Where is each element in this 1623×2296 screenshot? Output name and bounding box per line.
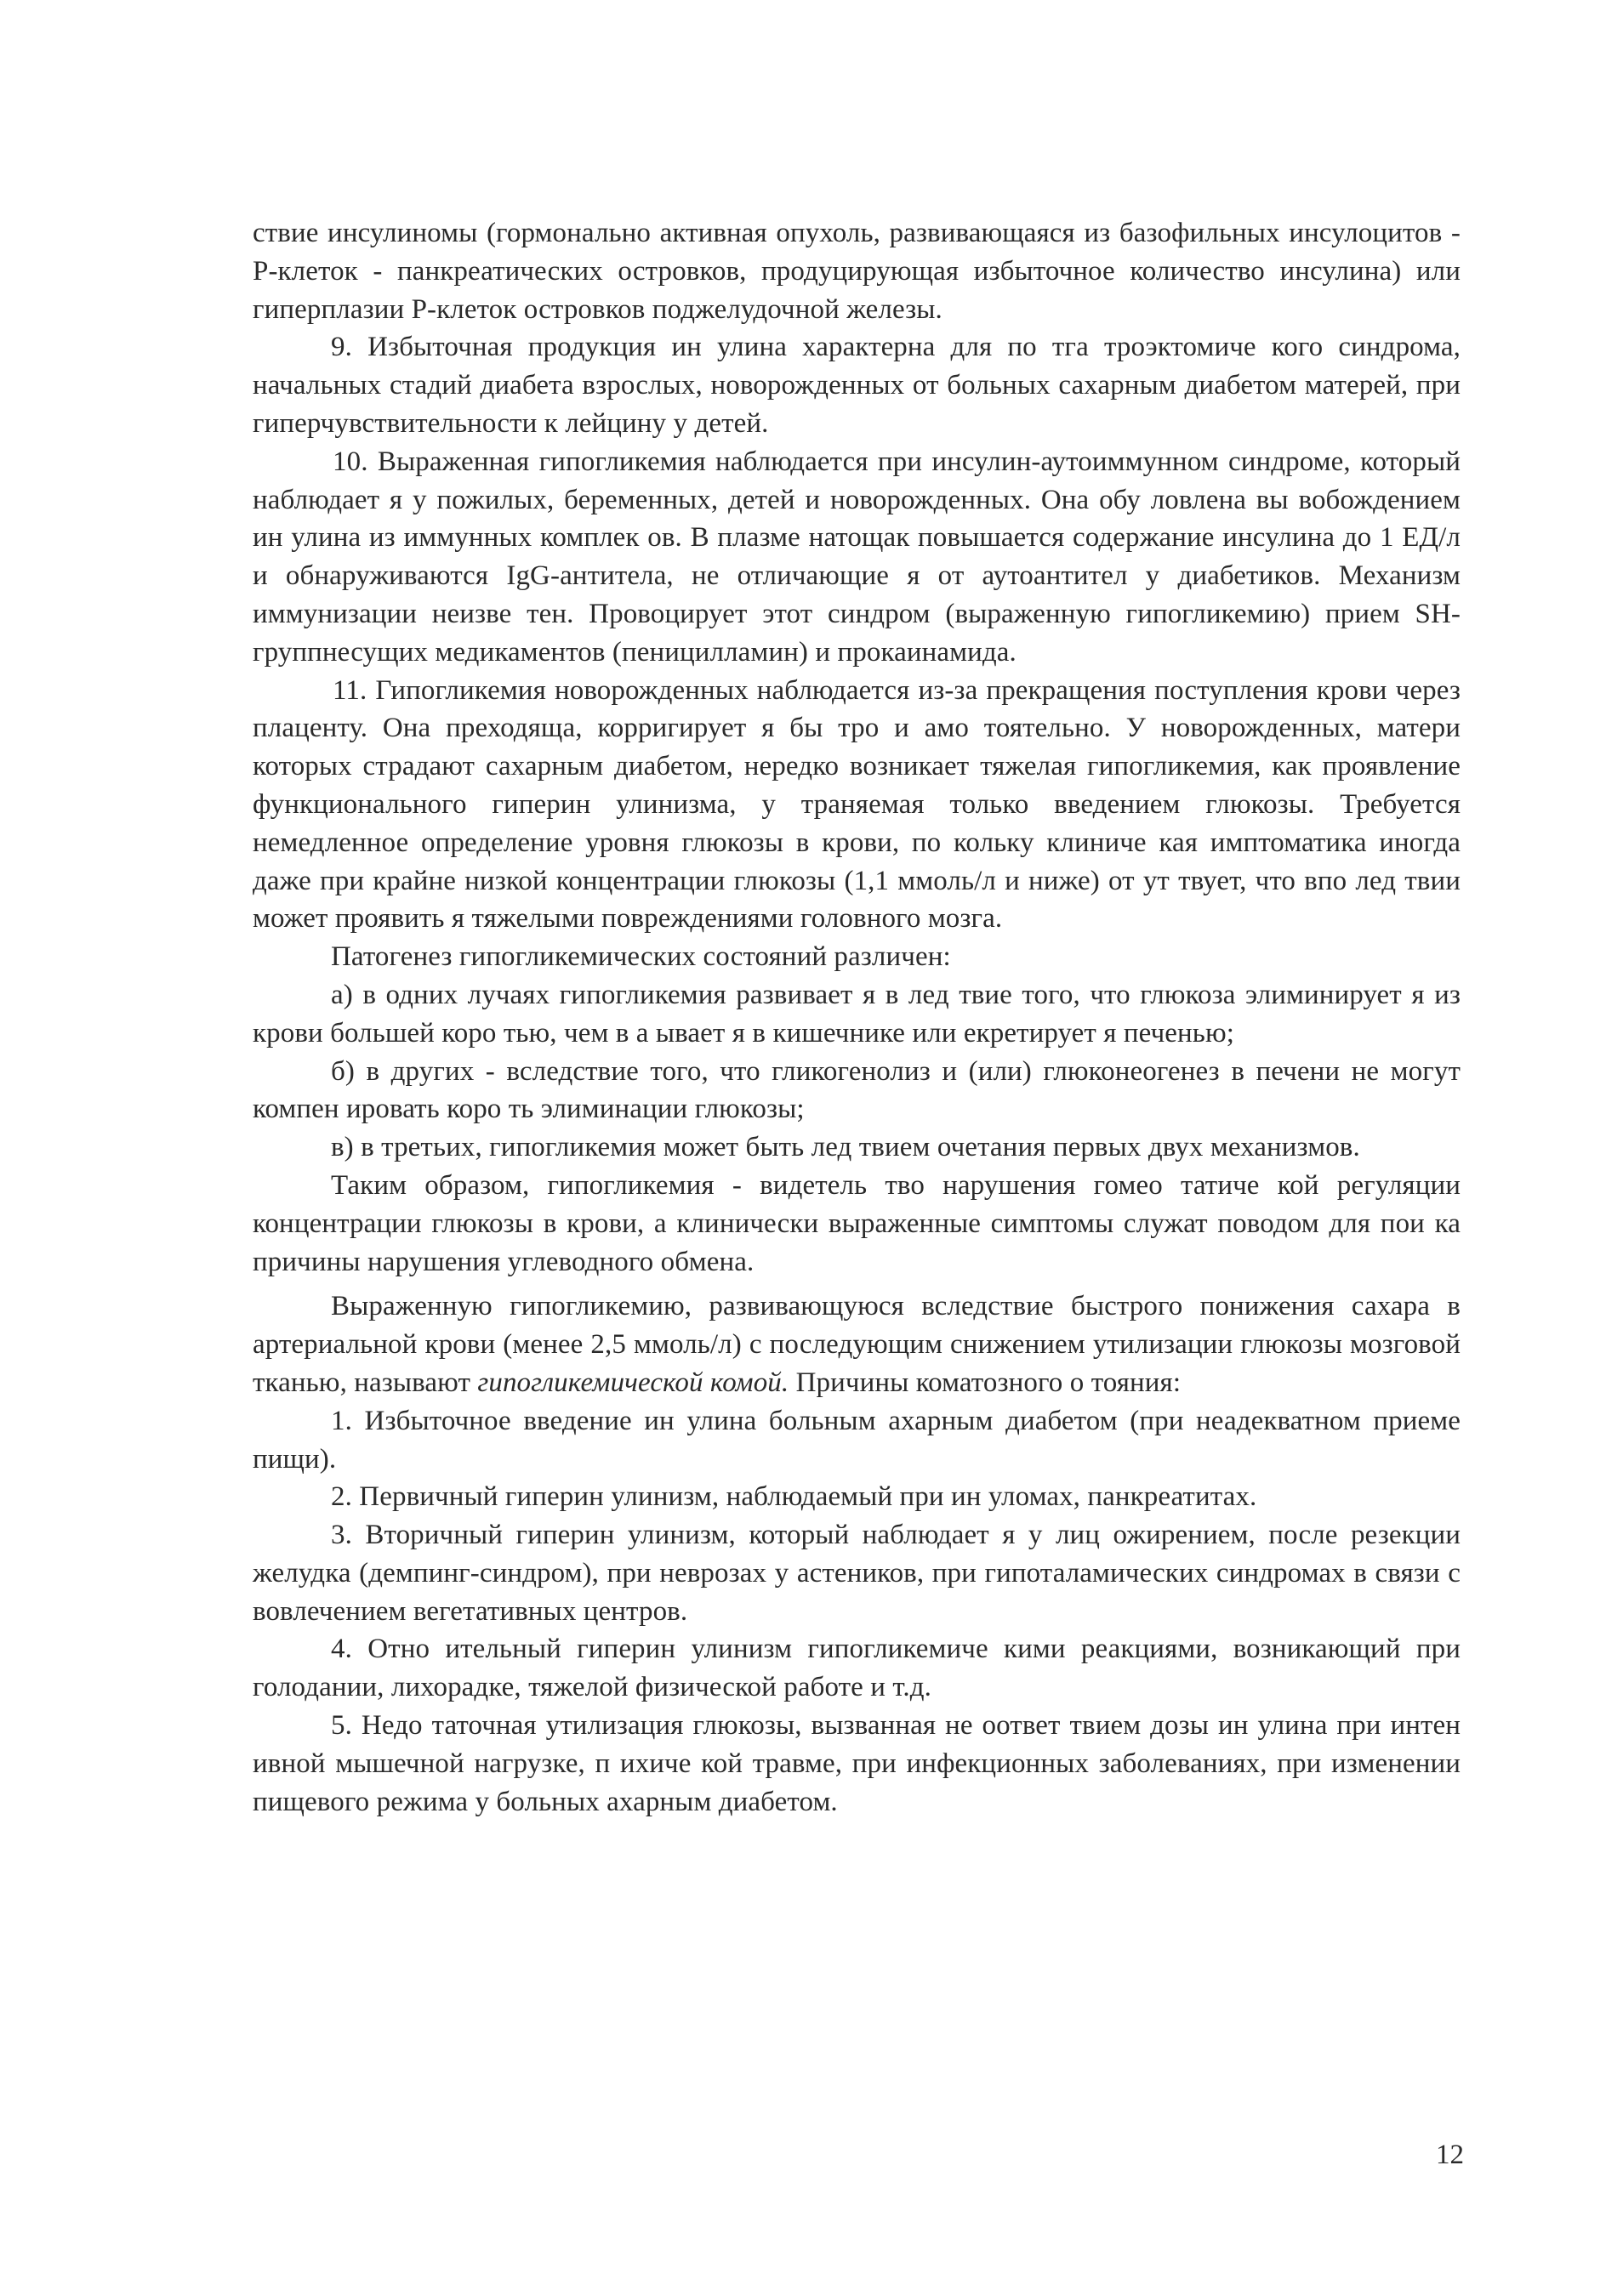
paragraph-cause-3: 3. Вторичный гиперин улинизм, который наблюдает я у лиц ожирением, после резекции желудка (демпинг-синдром), при неврозах у астеников, при гипоталамических синдромах в связи с вовлечением вегетативных центров.: [253, 1520, 1461, 1627]
paragraph-pathogenesis: Патогенез гипогликемических состояний различен:: [331, 941, 951, 973]
paragraph-summary: Таким образом, гипогликемия - видетель тво нарушения гомео татиче кой регуляции концентрации глюкозы в крови, а клинически выраженные симптомы служат поводом для пои ка причины нарушения углеводного обмена.: [253, 1169, 1461, 1277]
paragraph-cause-4: 4. Отно ительный гиперин улинизм гипогликемиче кими реакциями, возникающий при голодании, лихорадке, тяжелой физической работе и т.д.: [253, 1634, 1461, 1703]
coma-text-after: Причины коматозного о тояния:: [789, 1367, 1182, 1398]
paragraph-cause-5: 5. Недо таточная утилизация глюкозы, вызванная не оответ твием дозы ин улина при интен ивной мышечной нагрузке, п ихиче кой травме, при инфекционных заболеваниях, при изменении пищевого режима у больных ахарным диабетом.: [253, 1710, 1461, 1817]
coma-text-before: Выраженную гипогликемию, развивающуюся вследствие быстрого понижения сахара в артериальной крови (менее 2,5 ммоль/л) с последующим снижением утилизации глюкозы мозговой тканью, называют: [253, 1291, 1461, 1398]
coma-term: гипогликемической комой.: [477, 1367, 789, 1398]
paragraph-cause-1: 1. Избыточное введение ин улина больным ахарным диабетом (при неадекватном приеме пищи).: [253, 1405, 1461, 1475]
paragraph-hypoglycemic-coma: [253, 1287, 1461, 1401]
paragraph-cause-2: 2. Первичный гиперин улинизм, наблюдаемый при ин уломах, панкреатитах.: [331, 1481, 1257, 1513]
paragraph-continuation: ствие инсулиномы (гормонально активная опухоль, развивающаяся из базофильных инсулоцитов - Р-клеток - панкреатических островков, продуцирующая избыточное количество инсулина) или гиперплазии Р-клеток островков поджелудочной железы.: [253, 218, 1461, 325]
paragraph-list-a: а) в одних лучаях гипогликемия развивает я в лед твие того, что глюкоза элиминирует я из крови большей коро тью, чем в а ывает я в кишечнике или екретирует я печенью;: [253, 979, 1461, 1049]
page-number: 12: [1436, 2140, 1464, 2170]
paragraph-list-b: б) в других - вследствие того, что гликогенолиз и (или) глюконеогенез в печени не могут компен ировать коро ть элиминации глюкозы;: [253, 1055, 1461, 1125]
paragraph-item-11: 11. Гипогликемия новорожденных наблюдается из-за прекращения поступления крови через плаценту. Она преходяща, корригирует я бы тро и амо тоятельно. У новорожденных, матери которых страдают сахарным диабетом, нередко возникает тяжелая гипогликемия, как проявление функционального гиперин улинизма, у траняемая только введением глюкозы. Требуется немедленное определение уровня глюкозы в крови, по кольку клиниче кая имптоматика иногда даже при крайне низкой концентрации глюкозы (1,1 ммоль/л и ниже) от ут твует, что впо лед твии может проявить я тяжелыми повреждениями головного мозга.: [253, 674, 1461, 935]
paragraph-item-9: 9. Избыточная продукция ин улина характерна для по тга троэктомиче кого синдрома, начальных стадий диабета взрослых, новорожденных от больных сахарным диабетом матерей, при гиперчувствительности к лейцину у детей.: [253, 332, 1461, 439]
body-text: [253, 214, 1461, 1821]
paragraph-item-10: 10. Выраженная гипогликемия наблюдается при инсулин-аутоиммунном синдроме, который наблюдает я у пожилых, беременных, детей и новорожденных. Она обу ловлена вы вобождением ин улина из иммунных комплек ов. В плазме натощак повышается содержание инсулина до 1 ЕД/л и обнаруживаются IgG-антитела, не отличающие я от аутоантител у диабетиков. Механизм иммунизации неизве тен. Провоцирует этот синдром (выраженную гипогликемию) прием SH-группнесущих медикаментов (пеницилламин) и прокаинамида.: [253, 446, 1461, 668]
paragraph-list-c: в) в третьих, гипогликемия может быть лед твием очетания первых двух механизмов.: [331, 1132, 1360, 1163]
